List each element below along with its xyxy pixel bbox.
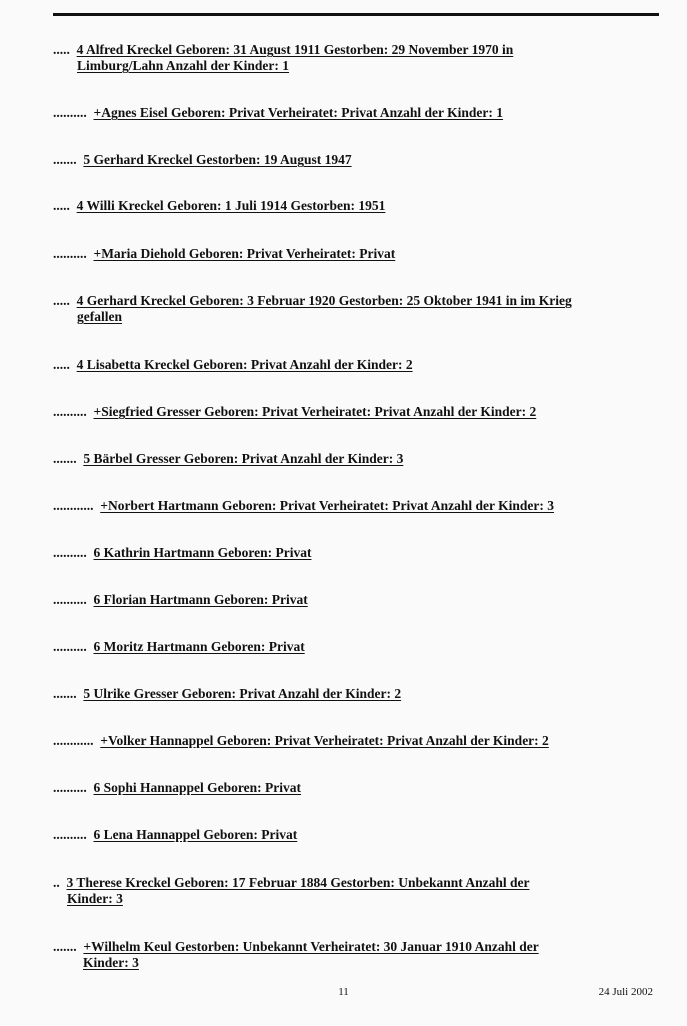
indent-dots: ..... [53,42,70,57]
entry-text-continued: Limburg/Lahn Anzahl der Kinder: 1 [77,58,290,73]
genealogy-entry [53,451,403,467]
entry-text: +Siegfried Gresser Geboren: Privat Verheiratet: Privat Anzahl der Kinder: 2 [93,404,537,419]
genealogy-entry [53,875,530,906]
genealogy-entry [53,198,385,214]
indent-dots: ..... [53,198,70,213]
genealogy-entry [53,733,549,749]
entry-text: 6 Lena Hannappel Geboren: Privat [93,827,298,842]
entry-text: +Maria Diehold Geboren: Privat Verheiratet: Privat [93,246,396,261]
genealogy-entry [53,246,395,262]
entry-text: 6 Florian Hartmann Geboren: Privat [93,592,308,607]
genealogy-entry [53,498,554,514]
genealogy-entry [53,639,305,655]
genealogy-entry [53,357,413,373]
indent-dots: ....... [53,939,77,954]
entry-text: 6 Moritz Hartmann Geboren: Privat [93,639,305,654]
entry-text: 3 Therese Kreckel Geboren: 17 Februar 1884 Gestorben: Unbekannt Anzahl der [66,875,530,890]
entry-text: 4 Willi Kreckel Geboren: 1 Juli 1914 Gestorben: 1951 [76,198,386,213]
genealogy-entry [53,780,301,796]
indent-dots: .......... [53,404,87,419]
genealogy-entry [53,152,352,168]
entry-text: 4 Gerhard Kreckel Geboren: 3 Februar 1920 Gestorben: 25 Oktober 1941 in im Krieg [76,293,572,308]
entry-text: +Norbert Hartmann Geboren: Privat Verheiratet: Privat Anzahl der Kinder: 3 [100,498,554,513]
genealogy-entry [53,404,536,420]
entry-text: 5 Gerhard Kreckel Gestorben: 19 August 1947 [83,152,352,167]
indent-dots: .......... [53,545,87,560]
indent-dots: ..... [53,357,70,372]
genealogy-entry [53,827,297,843]
entry-text: 4 Alfred Kreckel Geboren: 31 August 1911 Gestorben: 29 November 1970 in [76,42,514,57]
indent-dots: .. [53,875,60,890]
indent-dots: ....... [53,152,77,167]
indent-dots: .......... [53,246,87,261]
indent-dots: .......... [53,105,87,120]
genealogy-entry [53,592,308,608]
indent-dots: ....... [53,686,77,701]
top-rule [53,13,659,16]
indent-dots: .......... [53,639,87,654]
entry-text-continued: Kinder: 3 [67,891,123,906]
indent-dots: .......... [53,827,87,842]
print-date: 24 Juli 2002 [598,986,653,998]
genealogy-entry [53,293,572,324]
entry-text: 5 Bärbel Gresser Geboren: Privat Anzahl der Kinder: 3 [83,451,404,466]
entry-text: +Agnes Eisel Geboren: Privat Verheiratet: Privat Anzahl der Kinder: 1 [93,105,504,120]
entry-text: 4 Lisabetta Kreckel Geboren: Privat Anzahl der Kinder: 2 [76,357,413,372]
indent-dots: ............ [53,733,94,748]
genealogy-entry [53,939,539,970]
genealogy-entry [53,545,311,561]
entry-text-continued: gefallen [77,309,122,324]
entry-text: 6 Sophi Hannappel Geboren: Privat [93,780,302,795]
indent-dots: ............ [53,498,94,513]
genealogy-entry [53,42,514,73]
entry-text: 6 Kathrin Hartmann Geboren: Privat [93,545,312,560]
indent-dots: ....... [53,451,77,466]
entry-text: 5 Ulrike Gresser Geboren: Privat Anzahl der Kinder: 2 [83,686,402,701]
entry-text: +Volker Hannappel Geboren: Privat Verheiratet: Privat Anzahl der Kinder: 2 [100,733,549,748]
entry-text: +Wilhelm Keul Gestorben: Unbekannt Verheiratet: 30 Januar 1910 Anzahl der [83,939,539,954]
genealogy-entry [53,686,401,702]
indent-dots: ..... [53,293,70,308]
indent-dots: .......... [53,780,87,795]
indent-dots: .......... [53,592,87,607]
page-number: 11 [338,986,349,998]
entry-text-continued: Kinder: 3 [83,955,139,970]
genealogy-entry [53,105,503,121]
